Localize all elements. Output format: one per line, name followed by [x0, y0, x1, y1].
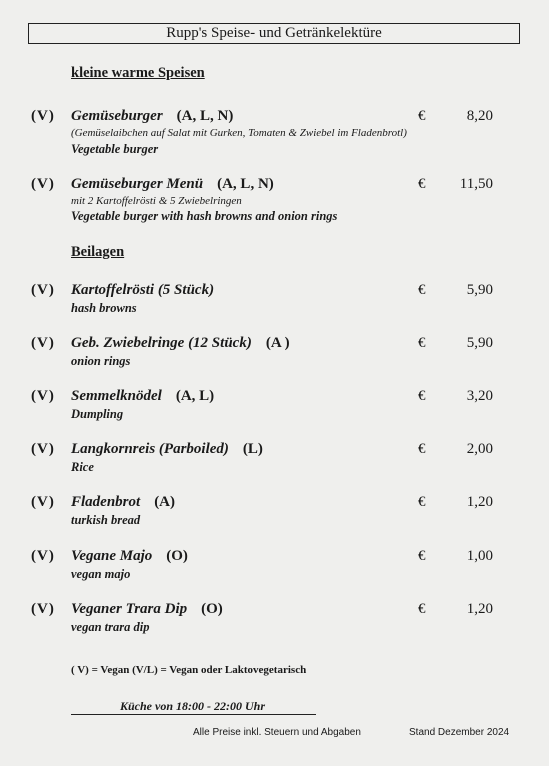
item-english-name: Vegetable burger with hash browns and onion rings	[71, 209, 338, 223]
item-name: Vegane Majo (O)	[71, 548, 188, 564]
currency-symbol: €	[418, 441, 426, 457]
currency-symbol: €	[418, 601, 426, 617]
currency-symbol: €	[418, 282, 426, 298]
menu-title: Rupp's Speise- und Getränkelektüre	[28, 23, 520, 44]
item-name: Semmelknödel (A, L)	[71, 388, 215, 404]
vegan-mark: (V)	[31, 441, 55, 457]
vegan-mark: (V)	[31, 108, 55, 124]
item-name: Gemüseburger (A, L, N)	[71, 108, 234, 124]
allergen-codes: (A )	[265, 335, 290, 351]
item-name: Veganer Trara Dip (O)	[71, 601, 223, 617]
item-english-name: Vegetable burger	[71, 142, 159, 156]
allergen-codes: (L)	[242, 441, 263, 457]
allergen-codes: (A, L, N)	[217, 176, 274, 192]
allergen-codes: (A)	[154, 494, 176, 510]
vegan-mark: (V)	[31, 335, 55, 351]
item-english-name: turkish bread	[71, 513, 141, 527]
item-name: Fladenbrot (A)	[71, 494, 176, 510]
vegan-mark: (V)	[31, 494, 55, 510]
item-price: 1,20	[466, 494, 493, 510]
kitchen-hours: Küche von 18:00 - 22:00 Uhr	[119, 699, 265, 713]
prices-note: Alle Preise inkl. Steuern und Abgaben	[193, 727, 361, 738]
item-english-name: onion rings	[71, 354, 131, 368]
item-price: 3,20	[466, 388, 493, 404]
item-price: 5,90	[466, 282, 493, 298]
item-name: Gemüseburger Menü (A, L, N)	[71, 176, 274, 192]
allergen-codes: (O)	[166, 548, 188, 564]
item-name: Langkornreis (Parboiled) (L)	[71, 441, 263, 457]
section-heading-warm-dishes: kleine warme Speisen	[71, 65, 205, 81]
currency-symbol: €	[418, 176, 426, 192]
item-price: 8,20	[466, 108, 493, 124]
vegan-mark: (V)	[31, 548, 55, 564]
item-name: Geb. Zwiebelringe (12 Stück) (A )	[71, 335, 290, 351]
hours-underline	[71, 714, 316, 715]
item-english-name: vegan majo	[71, 567, 131, 581]
item-price: 2,00	[466, 441, 493, 457]
currency-symbol: €	[418, 108, 426, 124]
currency-symbol: €	[418, 494, 426, 510]
vegan-mark: (V)	[31, 601, 55, 617]
item-price: 1,00	[466, 548, 493, 564]
allergen-codes: (O)	[201, 601, 223, 617]
vegan-mark: (V)	[31, 388, 55, 404]
item-english-name: Dumpling	[71, 407, 124, 421]
item-price: 5,90	[466, 335, 493, 351]
menu-status-date: Stand Dezember 2024	[409, 727, 510, 738]
item-english-name: hash browns	[71, 301, 137, 315]
item-price: 1,20	[466, 601, 493, 617]
vegan-legend: ( V) = Vegan (V/L) = Vegan oder Laktovegetarisch	[71, 664, 307, 676]
item-english-name: Rice	[71, 460, 94, 474]
item-detail: (Gemüselaibchen auf Salat mit Gurken, Tomaten & Zwiebel im Fladenbrotl)	[71, 127, 407, 139]
currency-symbol: €	[418, 388, 426, 404]
section-heading-sides: Beilagen	[71, 244, 125, 260]
item-name: Kartoffelrösti (5 Stück)	[71, 282, 215, 298]
item-detail: mit 2 Kartoffelrösti & 5 Zwiebelringen	[71, 195, 242, 207]
item-english-name: vegan trara dip	[71, 620, 150, 634]
vegan-mark: (V)	[31, 282, 55, 298]
item-price: 11,50	[459, 176, 493, 192]
allergen-codes: (A, L, N)	[176, 108, 234, 124]
currency-symbol: €	[418, 548, 426, 564]
allergen-codes: (A, L)	[175, 388, 215, 404]
vegan-mark: (V)	[31, 176, 55, 192]
currency-symbol: €	[418, 335, 426, 351]
